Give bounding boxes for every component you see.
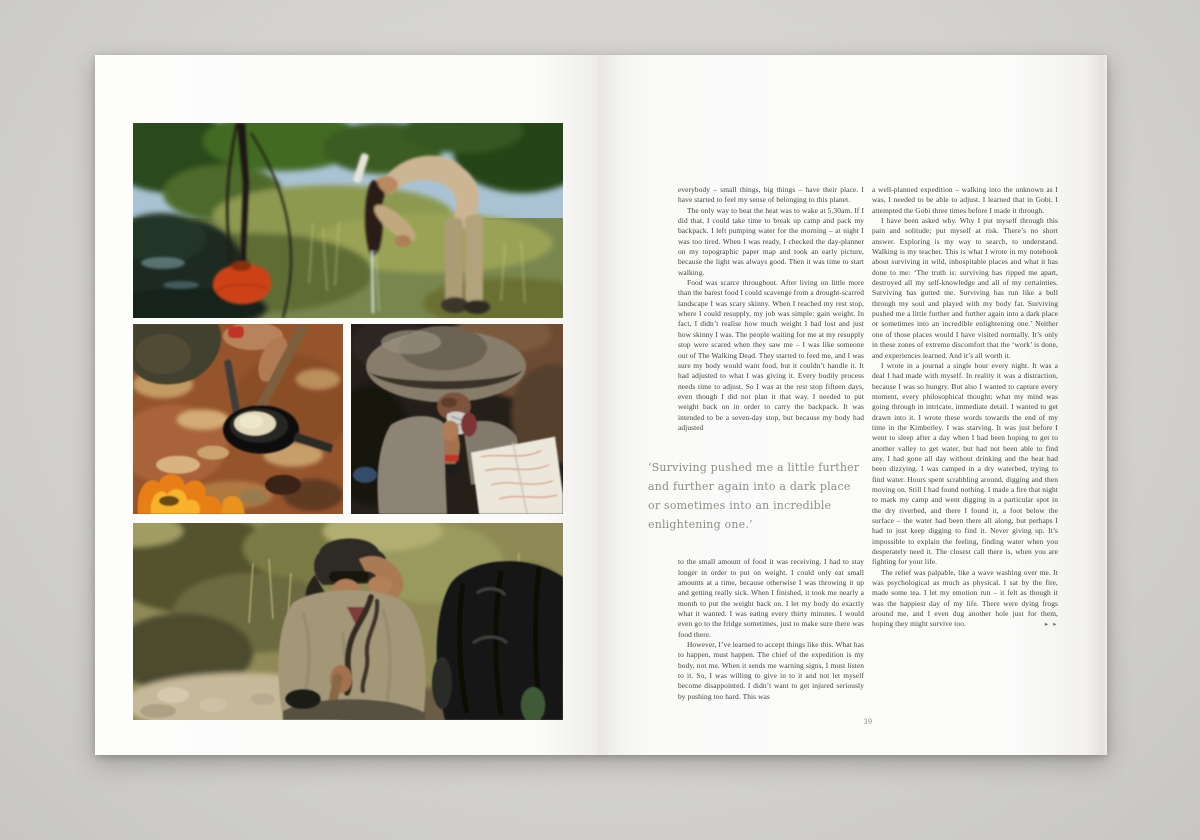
photo-eating-with-map-image bbox=[351, 324, 563, 514]
left-page bbox=[95, 55, 600, 755]
body-paragraph: Food was scarce throughout. After living on little more than the barest food I could scavenge from a drought-scarred landscape I was scary skinny. When I reached my rest stop, where I could resupply, my job was simple: gain weight. In fact, I didn’t realise how much weight I had lost and just how skinny I was. The people waiting for me at my resupply stop were scared when they saw me – I was like someone out of The Walking Dead. They started to feed me, and I was sure my body would want food, but it couldn’t handle it. It had adjusted to what I was giving it. Every bodily process needs time to adjust. So I was at the rest stop fifteen days, even though I did not plan it that way. I needed to put weight back on in order to carry the backpack. It was intended to be a seven-day stop, but because my body had adjusted bbox=[678, 278, 864, 432]
magazine-spread bbox=[95, 55, 1107, 755]
body-paragraph: everybody – small things, big things – have their place. I have started to feel my sense of belonging to this planet. bbox=[678, 185, 864, 205]
article-column-2 bbox=[872, 185, 1058, 630]
photo-snake-meal bbox=[133, 523, 563, 720]
next-page-arrows-icon: ▸ ▸ bbox=[1044, 620, 1058, 629]
article-column-1 bbox=[648, 185, 864, 702]
body-paragraph: to the small amount of food it was receiving, I had to stay longer in order to put on weight. I could only eat small amounts at a time, because otherwise I was throwing it up and getting really sick. When I finished, it took me nearly a month to put the weight back on. I let my body do exactly what it wanted. I was eating every thirty minutes. I would even go to the fridge sometimes, just to make sure there was food there. bbox=[678, 557, 864, 639]
photo-campfire-cooking-image bbox=[133, 324, 343, 514]
body-paragraph: I have been asked why. Why I put myself through this pain and solitude; put myself at risk. There’s no short answer. Exploring is my way to search, to understand. Walking is my teacher. This is what I wrote in my notebook about surviving in wild, inhospitable places and what it has done to me: ‘The truth is: surviving has ripped me apart, destroyed all my self-knowledge and all of my certainties. Surviving has gutted me. Surviving has run like a bull through my soul and played with my body fat. Surviving pushed me a little further and further again into a dark place or sometimes into an incredible enlightening one.’ Neither one of those places would I have visited normally. It’s only in these zones of extreme discomfort that the ‘work’ is done, and experiences learned. And it’s all worth it. bbox=[872, 216, 1058, 360]
photo-hair-washing-image bbox=[133, 123, 563, 318]
photo-hair-washing bbox=[133, 123, 563, 318]
photo-campfire-cooking bbox=[133, 324, 343, 514]
page-number: 39 bbox=[863, 717, 873, 726]
photo-eating-with-map bbox=[351, 324, 563, 514]
right-page bbox=[600, 55, 1107, 755]
body-paragraph: The only way to beat the heat was to wake at 5.30am. If I did that, I could take time to break up camp and pack my backpack. I left pumping water for the morning – at night I was too tired. When I was ready, I checked the day-planner on my topographic paper map and took an early picture, because the light was always good. Then it was time to start walking. bbox=[678, 205, 864, 277]
body-paragraph: I wrote in a journal a single hour every night. It was a deal I had made with myself. In reality it was a distraction, because I was so hungry. But also I wanted to capture every moment, every philosophical thought; what my mind was going through in intricate, immediate detail. I wanted to get drawn into it. I wrote these words towards the end of my time in the Kimberley. I was starving. It was just before I went to sleep after a day when I had been hoping to get to another valley to get water, but had not been able to find any. I had gone all day without drinking and the heat had been dizzying. I was camped in a dry waterbed, trying to find water. Hours spent scrabbling around, digging and then moving on. Still I had found nothing. I made a fire that night to mark my camp and went digging in a particular spot in the dry riverbed, and there I found it, a foot below the surface – the water had been there all along, but perhaps I had to just keep digging to find it. Never giving up. It’s impossible to explain the feeling, finding water when you desperately need it. The closest call there is, when you are fighting for your life. bbox=[872, 360, 1058, 567]
body-paragraph: However, I’ve learned to accept things like this. What has to happen, must happen. The chief of the expedition is my body, not me. When it sends me warning signs, I must listen to it. So, I was willing to give in to it and not let myself become disappointed. I didn’t want to get injured seriously by pushing too hard. This was bbox=[678, 640, 864, 701]
photo-snake-meal-image bbox=[133, 523, 563, 720]
pull-quote: ‘Surviving pushed me a little further and further again into a dark place or sometimes into an incredible enlightening one.’ bbox=[648, 461, 860, 532]
body-paragraph: The relief was palpable, like a wave washing over me. It was psychological as much as physical. I sat by the fire, made some tea. I let my emotion run – it felt as though it was the happiest day of my life. There were dying frogs around me, and I even dug another hole just for them, hoping they might survive too. bbox=[872, 567, 1058, 629]
body-paragraph: a well-planned expedition – walking into the unknown as I was, I needed to be able to adjust. I learned that in Gobi. I attempted the Gobi three times before I made it through. bbox=[872, 185, 1058, 215]
